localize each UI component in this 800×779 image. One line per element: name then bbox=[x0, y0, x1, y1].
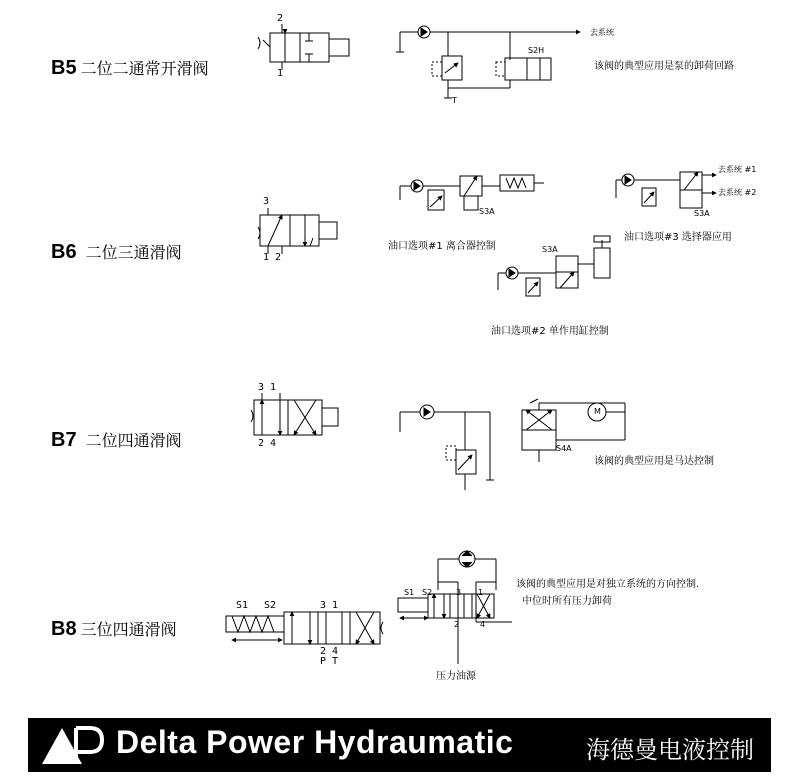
dp-logo-icon bbox=[40, 724, 104, 766]
b7-name: 二位四通滑阀 bbox=[85, 431, 182, 450]
b5-label bbox=[51, 56, 209, 80]
b8-port-top: 3 1 bbox=[320, 600, 339, 611]
brand-name-cn: 海德曼电液控制 bbox=[586, 736, 754, 764]
b8-port-s2: S2 bbox=[264, 600, 277, 611]
b7-port-bottom: 2 4 bbox=[258, 438, 277, 449]
b8-circuit-p2: 2 bbox=[454, 620, 460, 629]
b5-valve-tag: S2H bbox=[528, 46, 545, 55]
b6-opt2-valve: S3A bbox=[542, 245, 558, 254]
b6-opt3-system1: 去系统 #1 bbox=[718, 165, 757, 174]
b7-note: 该阀的典型应用是马达控制 bbox=[594, 456, 714, 467]
b5-code: B5 bbox=[51, 57, 77, 79]
b7-circuit bbox=[400, 399, 625, 490]
brand-name: Delta Power Hydraumatic bbox=[116, 724, 514, 760]
b5-valve-symbol bbox=[258, 24, 349, 70]
b6-name: 二位三通滑阀 bbox=[85, 243, 182, 262]
b6-port-bottom: 1 2 bbox=[263, 252, 282, 263]
b6-port-top: 3 bbox=[263, 196, 270, 207]
b6-label bbox=[51, 240, 182, 264]
b6-opt3-valve: S3A bbox=[694, 209, 710, 218]
b8-circuit-s2: S2 bbox=[422, 588, 433, 597]
b7-code: B7 bbox=[51, 429, 77, 451]
b7-valve-symbol bbox=[251, 393, 338, 435]
b6-opt1-valve: S3A bbox=[479, 207, 495, 216]
b8-circuit-p1: 1 bbox=[478, 588, 484, 597]
b8-valve-symbol bbox=[226, 612, 383, 644]
b5-circuit bbox=[396, 26, 580, 98]
b8-circuit bbox=[398, 551, 512, 664]
b8-note-2: 中位时所有压力卸荷 bbox=[522, 596, 612, 607]
b8-port-s1: S1 bbox=[236, 600, 249, 611]
b8-name: 三位四通滑阀 bbox=[80, 620, 177, 639]
b6-opt2-label: 油口选项#2 单作用缸控制 bbox=[491, 326, 609, 337]
b6-valve-symbol bbox=[258, 208, 337, 254]
b5-port-top: 2 bbox=[277, 13, 284, 24]
footer-banner bbox=[28, 718, 771, 772]
b7-port-top: 3 1 bbox=[258, 382, 277, 393]
b7-motor: M bbox=[594, 407, 601, 416]
b8-port-pt: P T bbox=[320, 656, 339, 667]
b6-opt1-label: 油口选项#1 离合器控制 bbox=[388, 241, 496, 252]
b6-code: B6 bbox=[51, 241, 77, 263]
b8-port-bottom: 2 4 bbox=[320, 646, 339, 657]
b5-port-bottom: 1 bbox=[277, 68, 284, 79]
b5-tank: T bbox=[452, 96, 457, 105]
b6-opt3-system2: 去系统 #2 bbox=[718, 188, 757, 197]
b6-option3-circuit bbox=[616, 172, 716, 208]
b5-name: 二位二通常开滑阀 bbox=[80, 59, 209, 78]
b7-valve-tag: S4A bbox=[556, 444, 572, 453]
b8-code: B8 bbox=[51, 618, 77, 640]
b5-to-system: 去系统 bbox=[590, 28, 614, 37]
b5-note: 该阀的典型应用是泵的卸荷回路 bbox=[594, 61, 734, 72]
b8-source: 压力油源 bbox=[436, 671, 476, 682]
b8-circuit-p3: 3 bbox=[456, 588, 462, 597]
b8-circuit-p4: 4 bbox=[480, 620, 486, 629]
b8-circuit-s1: S1 bbox=[404, 588, 415, 597]
b7-label bbox=[51, 428, 182, 452]
b8-note-1: 该阀的典型应用是对独立系统的方向控制. bbox=[516, 579, 700, 590]
b8-label bbox=[51, 617, 177, 641]
b6-option1-circuit bbox=[400, 175, 544, 210]
b6-opt3-label: 油口选项#3 选择器应用 bbox=[624, 232, 732, 243]
